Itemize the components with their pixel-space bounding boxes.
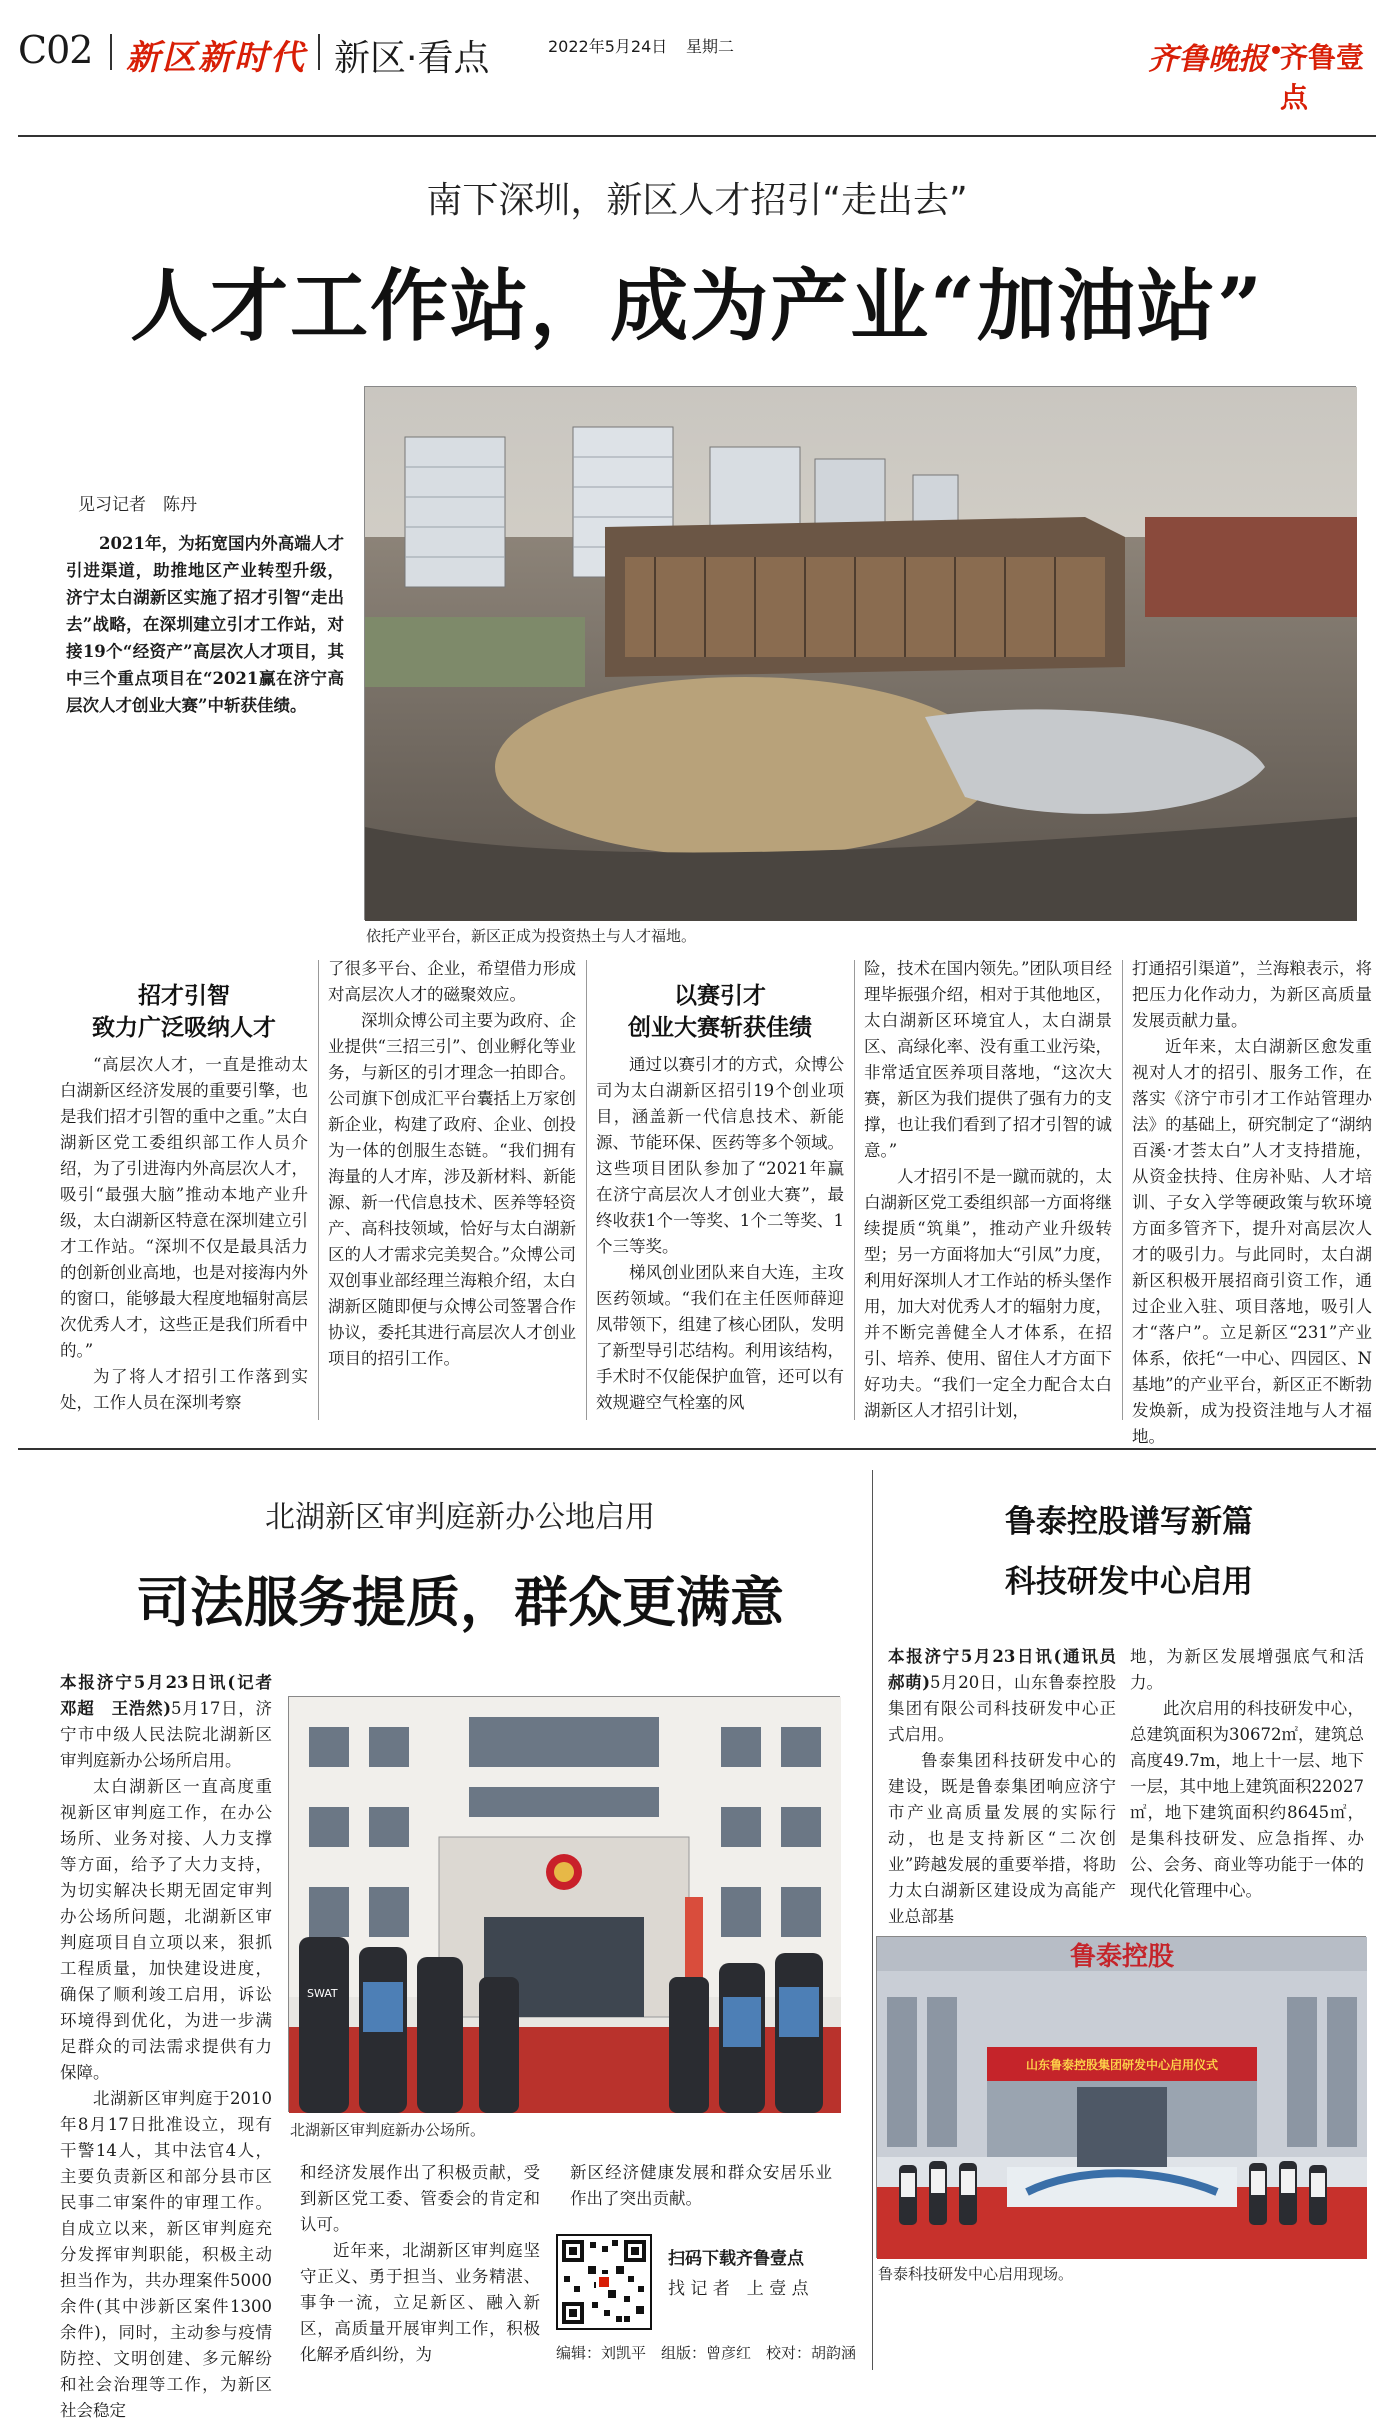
article3-lead — [888, 1644, 1133, 1748]
brand-qilu-evening: 齐鲁晚报 — [1148, 42, 1268, 77]
article3-photo-caption: 鲁泰科技研发中心启用现场。 — [878, 2265, 1074, 2283]
article3-kicker: 鲁泰控股谱写新篇 — [1005, 1504, 1253, 1540]
article2-dateline: 本报济宁5月23日讯(记者 邓超 王浩然) — [60, 1673, 289, 1718]
article2-lead — [60, 1670, 289, 1774]
masthead-rule — [18, 135, 1376, 137]
paragraph: 为了将人才招引工作落到实处，工作人员在深圳考察 — [60, 1367, 308, 1412]
paragraph: 地，为新区发展增强底气和活力。 — [1130, 1647, 1364, 1692]
building-photo-illustration — [365, 387, 1357, 921]
ceremony-photo-illustration — [877, 1937, 1367, 2259]
page-number: C02 — [18, 28, 93, 72]
building-sign: 鲁泰控股 — [1069, 1942, 1175, 1972]
article1-lead-text: 2021年，为拓宽国内外高端人才引进渠道，助推地区产业转型升级，济宁太白湖新区实施了招才引智“走出去”战略，在深圳建立引才工作站，对接19个“经资产”高层次人才项目，其中三个重点项目在“2021赢在济宁高层次人才创业大赛”中斩获佳绩。 — [66, 534, 344, 715]
paragraph: 深圳众博公司主要为政府、企业提供“三招三引”、创业孵化等业务，与新区的引才理念一拍即合。公司旗下创成汇平台囊括上万家创新企业，构建了政府、企业、创投为一体的创服生态链。“我们拥有海量的人才库，涉及新材料、新能源、新一代信息技术、医养等轻资产、高科技领域，恰好与太白湖新区的人才需求完美契合。”众博公司双创事业部经理兰海粮介绍，太白湖新区随即便与众博公司签署合作协议，委托其进行高层次人才创业项目的招引工作。 — [328, 1011, 576, 1368]
article1-lead — [66, 530, 344, 719]
brand-dot — [1272, 46, 1280, 54]
article1-column-3 — [596, 1052, 844, 1416]
paragraph: 鲁泰集团科技研发中心的建设，既是鲁泰集团响应济宁市产业高质量发展的实际行动，也是支持新区“二次创业”跨越发展的重要举措，将助力太白湖新区建设成为高能产业总部基 — [888, 1751, 1116, 1926]
paragraph: 北湖新区审判庭于2010年8月17日批准设立，现有干警14人，其中法官4人，主要负责新区和部分县市区民事二审案件的审理工作。自成立以来，新区审判庭充分发挥审判职能，积极主动担当作为，共办理案件5000余件(其中涉新区案件1300余件)，同时，主动参与疫情防控、文明创建、多元解纷和社会治理等工作，为新区社会稳定 — [60, 2089, 272, 2420]
section-divider-vertical — [872, 1470, 873, 2370]
paragraph: 了很多平台、企业，希望借力形成对高层次人才的磁聚效应。 — [328, 959, 576, 1004]
article2-column-b — [300, 2160, 540, 2368]
paragraph: 险，技术在国内领先。”团队项目经理毕振强介绍，相对于其他地区，太白湖新区环境宜人，太白湖景区、高绿化率、没有重工业污染，非常适宜医养项目落地，“这次大赛，新区为我们提供了强有力的支撑，也让我们看到了招才引智的诚意。” — [864, 959, 1112, 1160]
paragraph: 通过以赛引才的方式，众博公司为太白湖新区招引19个创业项目，涵盖新一代信息技术、新能源、节能环保、医药等多个领域。这些项目团队参加了“2021年赢在济宁高层次人才创业大赛”，最终收获1个一等奖、1个二等奖、1个三等奖。 — [596, 1055, 844, 1256]
column-divider — [854, 960, 855, 1420]
article1-subhead-2-line2: 创业大赛斩获佳绩 — [628, 1015, 812, 1041]
section-title: 新区·看点 — [334, 38, 490, 79]
masthead — [18, 22, 1376, 114]
article1-subhead-2 — [596, 980, 844, 1044]
article1-kicker: 南下深圳，新区人才招引“走出去” — [426, 180, 968, 221]
article2-photo — [288, 1696, 840, 2112]
section-rule — [18, 1448, 1376, 1450]
article1-subhead-1-line1: 招才引智 — [138, 983, 230, 1009]
brand-qilu-yidian: 齐鲁壹点 — [1280, 41, 1365, 114]
paragraph: 近年来，北湖新区审判庭坚守正义、勇于担当、业务精湛、事争一流，立足新区、融入新区，高质量开展审判工作，积极化解矛盾纠纷，为 — [300, 2241, 540, 2364]
paragraph: “高层次人才，一直是推动太白湖新区经济发展的重要引擎，也是我们招才引智的重中之重。”太白湖新区党工委组织部工作人员介绍，为了引进海内外高层次人才，吸引“最强大脑”推动本地产业升级，太白湖新区特意在深圳建立引才工作站。“深圳不仅是最具活力的创新创业高地，也是对接海内外的窗口，能够最大程度地辐射高层次优秀人才，这些正是我们所看中的。” — [60, 1055, 308, 1360]
article1-column-2 — [328, 956, 576, 1372]
article1-photo — [364, 386, 1356, 920]
article1-subhead-1 — [60, 980, 308, 1044]
article1-column-4 — [864, 956, 1112, 1424]
paragraph: 此次启用的科技研发中心，总建筑面积为30672㎡，建筑总高度49.7m，地上十一层、地下一层，其中地上建筑面积22027㎡，地下建筑面积约8645㎡，是集科技研发、应急指挥、办公、会务、商业等功能于一体的现代化管理中心。 — [1130, 1699, 1364, 1900]
article1-column-5 — [1132, 956, 1372, 1450]
column-divider — [318, 960, 319, 1420]
qr-reporter-label: 找 记 者 上 壹 点 — [668, 2279, 809, 2299]
article3-column-a — [888, 1644, 1133, 1930]
paragraph: 打通招引渠道”，兰海粮表示，将把压力化作动力，为新区高质量发展贡献力量。 — [1132, 959, 1372, 1030]
article3-headline: 科技研发中心启用 — [1005, 1564, 1253, 1600]
article1-headline: 人才工作站，成为产业“加油站” — [130, 261, 1264, 352]
column-divider — [1122, 960, 1123, 1420]
article2-kicker: 北湖新区审判庭新办公地启用 — [265, 1500, 655, 1535]
qr-code-icon — [558, 2236, 650, 2328]
article2-photo-caption: 北湖新区审判庭新办公场所。 — [290, 2121, 486, 2139]
paragraph: 近年来，太白湖新区愈发重视对人才的招引、服务工作，在落实《济宁市引才工作站管理办法》的基础上，研究制定了“湖纳百溪·才荟太白”人才支持措施，从资金扶持、住房补贴、人才培训、子女入学等硬政策与软环境方面多管齐下，提升对高层次人才的吸引力。与此同时，太白湖新区积极开展招商引资工作，通过企业入驻、项目落地，吸引人才“落户”。立足新区“231”产业体系，依托“一中心、四园区、N基地”的产业平台，新区正不断勃发焕新，成为投资洼地与人才福地。 — [1132, 1037, 1372, 1446]
masthead-divider-2 — [318, 34, 320, 70]
paragraph: 梯风创业团队来自大连，主攻医药领域。“我们在主任医师薛迎凤带领下，组建了核心团队，发明了新型导引芯结构。利用该结构，手术时不仅能保护血管，还可以有效规避空气栓塞的风 — [596, 1263, 844, 1412]
article2-lead-text: 5月17日，济宁市中级人民法院北湖新区审判庭新办公场所启用。 — [60, 1699, 272, 1770]
issue-date: 2022年5月24日 — [548, 37, 668, 56]
paragraph: 人才招引不是一蹴而就的，太白湖新区党工委组织部一方面将继续提质“筑巢”，推动产业升级转型；另一方面将加大“引凤”力度，利用好深圳人才工作站的桥头堡作用，加大对优秀人才的辐射力度，并不断完善健全人才体系，在招引、培养、使用、留住人才方面下好功夫。“我们一定全力配合太白湖新区人才招引计划， — [864, 1167, 1112, 1420]
issue-weekday: 星期二 — [686, 37, 735, 56]
article2-headline: 司法服务提质，群众更满意 — [136, 1570, 784, 1634]
masthead-divider — [110, 34, 112, 70]
article2-lead-block — [60, 1670, 289, 2424]
ceremony-banner: 山东鲁泰控股集团研发中心启用仪式 — [1025, 2058, 1219, 2072]
article3-lead-text: 5月20日，山东鲁泰控股集团有限公司科技研发中心正式启用。 — [888, 1673, 1116, 1744]
court-building-illustration — [289, 1697, 841, 2113]
article3-dateline: 本报济宁5月23日讯(通讯员 郝萌) — [888, 1647, 1133, 1692]
article3-photo — [876, 1936, 1366, 2258]
article1-photo-caption: 依托产业平台，新区正成为投资热土与人才福地。 — [366, 927, 697, 945]
article3-column-b — [1130, 1644, 1364, 1904]
qr-label: 扫码下载齐鲁壹点 — [668, 2249, 804, 2269]
column-divider — [586, 960, 587, 1420]
article1-column-1 — [60, 1052, 308, 1416]
paragraph: 太白湖新区一直高度重视新区审判庭工作，在办公场所、业务对接、人力支撑等方面，给予了大力支持，为切实解决长期无固定审判办公场所问题，北湖新区审判庭项目自立项以来，狠抓工程质量，加快建设进度，确保了顺利竣工启用，诉讼环境得到优化，为进一步满足群众的司法需求提供有力保障。 — [60, 1777, 272, 2082]
article2-column-c — [570, 2160, 832, 2212]
swat-label: SWAT — [307, 1987, 338, 2000]
article1-subhead-1-line2: 致力广泛吸纳人才 — [92, 1015, 276, 1041]
section-logo: 新区新时代 — [126, 38, 306, 78]
paragraph: 和经济发展作出了积极贡献，受到新区党工委、管委会的肯定和认可。 — [300, 2163, 540, 2234]
editors-credit: 编辑：刘凯平 组版：曾彦红 校对：胡韵涵 — [556, 2344, 857, 2362]
paragraph: 新区经济健康发展和群众安居乐业作出了突出贡献。 — [570, 2163, 832, 2208]
article1-byline: 见习记者 陈丹 — [78, 495, 197, 515]
article1-subhead-2-line1: 以赛引才 — [674, 983, 766, 1009]
qr-code[interactable] — [556, 2234, 652, 2330]
